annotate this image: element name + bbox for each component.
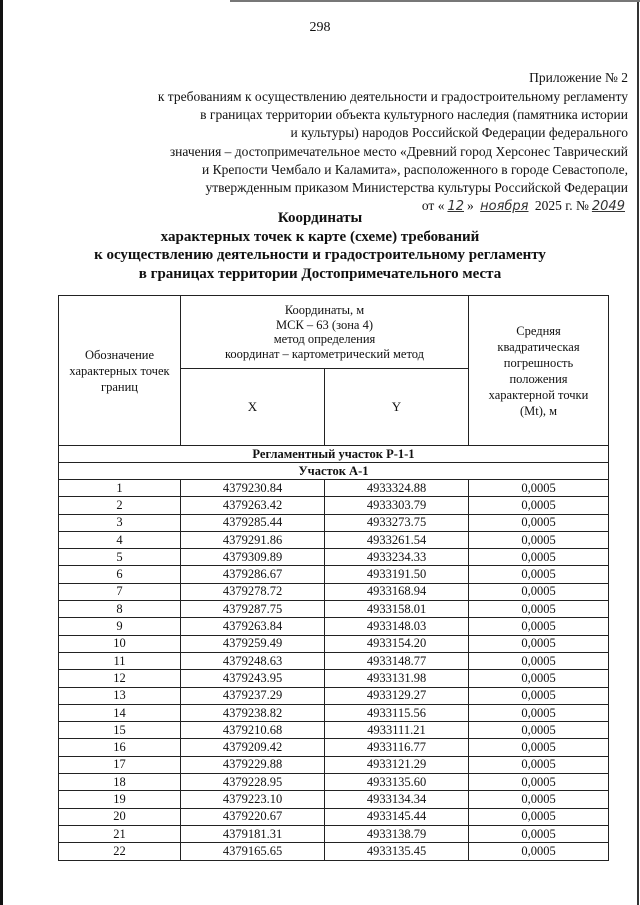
preamble-line: и Крепости Чембало и Каламита», расположенного в городе Севастополе,	[202, 161, 628, 177]
y-coordinate: 4933148.03	[325, 618, 469, 635]
section-row	[59, 446, 609, 463]
y-coordinate: 4933191.50	[325, 566, 469, 583]
header-text: характерных точек	[69, 363, 170, 378]
point-number: 15	[59, 722, 181, 739]
point-number: 22	[59, 843, 181, 860]
y-coordinate: 4933134.34	[325, 791, 469, 808]
x-coordinate: 4379309.89	[181, 549, 325, 566]
document-title	[0, 209, 640, 283]
table-row	[59, 514, 609, 531]
mean-error-value: 0,0005	[469, 825, 609, 842]
header-text: квадратическая	[497, 339, 580, 354]
table-row	[59, 497, 609, 514]
appendix-preamble	[148, 88, 628, 216]
header-text: границ	[101, 379, 138, 394]
y-coordinate: 4933145.44	[325, 808, 469, 825]
table-row	[59, 687, 609, 704]
scan-left-edge	[0, 0, 3, 905]
x-coordinate: 4379237.29	[181, 687, 325, 704]
point-number: 4	[59, 531, 181, 548]
y-coordinate: 4933168.94	[325, 583, 469, 600]
header-point-designation	[59, 296, 181, 446]
y-coordinate: 4933138.79	[325, 825, 469, 842]
table-row	[59, 843, 609, 860]
point-number: 10	[59, 635, 181, 652]
table-row	[59, 825, 609, 842]
y-coordinate: 4933135.45	[325, 843, 469, 860]
table-row	[59, 791, 609, 808]
header-text: Обозначение	[84, 347, 155, 362]
handwritten-day: 12	[447, 199, 464, 215]
y-coordinate: 4933116.77	[325, 739, 469, 756]
x-coordinate: 4379229.88	[181, 756, 325, 773]
x-coordinate: 4379285.44	[181, 514, 325, 531]
date-year: 2025 г. №	[534, 198, 589, 214]
table-row	[59, 635, 609, 652]
table-row	[59, 722, 609, 739]
mean-error-value: 0,0005	[469, 583, 609, 600]
subsection-row	[59, 463, 609, 480]
point-number: 16	[59, 739, 181, 756]
y-coordinate: 4933324.88	[325, 480, 469, 497]
subsection-title: Участок А-1	[59, 463, 609, 480]
point-number: 1	[59, 480, 181, 497]
header-text: метод определения	[273, 332, 376, 346]
y-coordinate: 4933148.77	[325, 652, 469, 669]
mean-error-value: 0,0005	[469, 566, 609, 583]
mean-error-value: 0,0005	[469, 687, 609, 704]
x-coordinate: 4379238.82	[181, 704, 325, 721]
mean-error-value: 0,0005	[469, 601, 609, 618]
y-coordinate: 4933115.56	[325, 704, 469, 721]
preamble-line: в границах территории объекта культурного наследия (памятника истории	[200, 107, 628, 123]
mean-error-value: 0,0005	[469, 618, 609, 635]
point-number: 6	[59, 566, 181, 583]
table-row	[59, 583, 609, 600]
mean-error-value: 0,0005	[469, 808, 609, 825]
table-row	[59, 566, 609, 583]
y-coordinate: 4933121.29	[325, 756, 469, 773]
point-number: 17	[59, 756, 181, 773]
y-coordinate: 4933131.98	[325, 670, 469, 687]
mean-error-value: 0,0005	[469, 722, 609, 739]
point-number: 12	[59, 670, 181, 687]
preamble-line: утвержденным приказом Министерства культуры Российской Федерации	[205, 180, 628, 196]
y-coordinate: 4933303.79	[325, 497, 469, 514]
table-row	[59, 670, 609, 687]
mean-error-value: 0,0005	[469, 652, 609, 669]
header-mean-error	[469, 296, 609, 446]
table-row	[59, 739, 609, 756]
mean-error-value: 0,0005	[469, 791, 609, 808]
point-number: 9	[59, 618, 181, 635]
title-line: к осуществлению деятельности и градостроительному регламенту	[94, 247, 546, 263]
mean-error-value: 0,0005	[469, 756, 609, 773]
preamble-line: и культуры) народов Российской Федерации федерального	[290, 125, 628, 141]
point-number: 21	[59, 825, 181, 842]
x-coordinate: 4379286.67	[181, 566, 325, 583]
x-coordinate: 4379165.65	[181, 843, 325, 860]
y-coordinate: 4933158.01	[325, 601, 469, 618]
scan-top-edge	[230, 0, 640, 2]
point-number: 20	[59, 808, 181, 825]
mean-error-value: 0,0005	[469, 635, 609, 652]
handwritten-order-number: 2049	[591, 199, 625, 215]
point-number: 13	[59, 687, 181, 704]
point-number: 8	[59, 601, 181, 618]
point-number: 14	[59, 704, 181, 721]
table-row	[59, 531, 609, 548]
table-row	[59, 704, 609, 721]
y-coordinate: 4933261.54	[325, 531, 469, 548]
table-row	[59, 480, 609, 497]
coordinates-table	[58, 295, 609, 861]
header-text: Координаты, м	[284, 303, 365, 317]
appendix-label: Приложение № 2	[529, 70, 628, 85]
x-coordinate: 4379263.42	[181, 497, 325, 514]
header-text: погрешность	[503, 355, 574, 370]
x-coordinate: 4379287.75	[181, 601, 325, 618]
point-number: 11	[59, 652, 181, 669]
x-coordinate: 4379278.72	[181, 583, 325, 600]
scan-right-edge	[637, 0, 639, 905]
page-number: 298	[309, 20, 331, 35]
x-coordinate: 4379291.86	[181, 531, 325, 548]
preamble-line: значения – достопримечательное место «Древний город Херсонес Таврический	[169, 143, 628, 159]
x-coordinate: 4379220.67	[181, 808, 325, 825]
x-coordinate: 4379263.84	[181, 618, 325, 635]
header-text: характерной точки	[488, 387, 589, 402]
table-row	[59, 808, 609, 825]
header-x: X	[181, 369, 325, 446]
mean-error-value: 0,0005	[469, 739, 609, 756]
point-number: 3	[59, 514, 181, 531]
x-coordinate: 4379209.42	[181, 739, 325, 756]
x-coordinate: 4379210.68	[181, 722, 325, 739]
mean-error-value: 0,0005	[469, 531, 609, 548]
header-text: МСК – 63 (зона 4)	[276, 317, 373, 332]
table-row	[59, 774, 609, 791]
mean-error-value: 0,0005	[469, 774, 609, 791]
mean-error-value: 0,0005	[469, 549, 609, 566]
header-text: координат – картометрический метод	[224, 346, 425, 361]
title-line: в границах территории Достопримечательного места	[138, 265, 502, 282]
table-row	[59, 756, 609, 773]
x-coordinate: 4379223.10	[181, 791, 325, 808]
table-row	[59, 652, 609, 669]
y-coordinate: 4933135.60	[325, 774, 469, 791]
title-line: Координаты	[277, 210, 363, 226]
mean-error-value: 0,0005	[469, 670, 609, 687]
point-number: 2	[59, 497, 181, 514]
y-coordinate: 4933111.21	[325, 722, 469, 739]
preamble-line: к требованиям к осуществлению деятельности и градостроительному регламенту	[157, 89, 628, 104]
header-text: (Mt), м	[519, 403, 558, 418]
header-text: Средняя	[516, 323, 561, 338]
y-coordinate: 4933129.27	[325, 687, 469, 704]
x-coordinate: 4379181.31	[181, 825, 325, 842]
x-coordinate: 4379243.95	[181, 670, 325, 687]
mean-error-value: 0,0005	[469, 843, 609, 860]
point-number: 7	[59, 583, 181, 600]
mean-error-value: 0,0005	[469, 497, 609, 514]
table-row	[59, 549, 609, 566]
x-coordinate: 4379230.84	[181, 480, 325, 497]
table-row	[59, 601, 609, 618]
point-number: 5	[59, 549, 181, 566]
title-line: характерных точек к карте (схеме) требований	[160, 228, 480, 245]
handwritten-month: ноября	[480, 199, 529, 215]
x-coordinate: 4379248.63	[181, 652, 325, 669]
date-prefix: от «	[421, 198, 445, 214]
point-number: 18	[59, 774, 181, 791]
section-title: Регламентный участок Р-1-1	[59, 446, 609, 463]
y-coordinate: 4933154.20	[325, 635, 469, 652]
header-y: Y	[325, 369, 469, 446]
point-number: 19	[59, 791, 181, 808]
mean-error-value: 0,0005	[469, 704, 609, 721]
mean-error-value: 0,0005	[469, 514, 609, 531]
mean-error-value: 0,0005	[469, 480, 609, 497]
x-coordinate: 4379228.95	[181, 774, 325, 791]
header-coordinates	[181, 296, 469, 369]
x-coordinate: 4379259.49	[181, 635, 325, 652]
y-coordinate: 4933234.33	[325, 549, 469, 566]
table-row	[59, 618, 609, 635]
date-mid: »	[467, 198, 474, 214]
y-coordinate: 4933273.75	[325, 514, 469, 531]
header-text: положения	[509, 371, 568, 386]
